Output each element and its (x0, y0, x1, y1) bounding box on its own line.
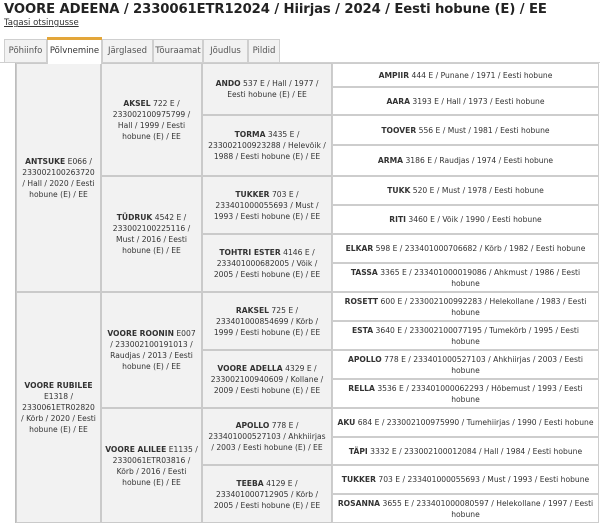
horse-details: 556 E / Must / 1981 / Eesti hobune (418, 125, 550, 135)
horse-details: 520 E / Must / 1978 / Eesti hobune (412, 186, 544, 195)
horse-name: TÄPI (348, 446, 368, 456)
horse-name: VOORE RUBILEE (24, 381, 93, 390)
horse-name: RELLA (348, 383, 375, 393)
pedigree-gen4-cell[interactable] (332, 87, 599, 115)
pedigree-gen3-cell[interactable] (202, 115, 332, 176)
pedigree-gen4-cell[interactable] (332, 115, 599, 145)
horse-name: TASSA (350, 267, 378, 277)
horse-details: 3332 E / 233002100012084 / Hall / 1984 / Eesti hobune (370, 446, 583, 456)
horse-name: ESTA (351, 325, 374, 335)
horse-details: 3435 E / 233002100923288 / Helevõik / 1988 / Eesti hobune (E) / EE (208, 130, 326, 161)
horse-name: ROSANNA (337, 498, 381, 508)
horse-details: 444 E / Punane / 1971 / Eesti hobune (411, 70, 553, 80)
horse-details: 3193 E / Hall / 1973 / Eesti hobune (412, 96, 545, 106)
pedigree-gen4-cell[interactable] (332, 145, 599, 176)
horse-details: 722 E / 233002100975799 / Hall / 1999 / Eesti hobune (E) / EE (112, 98, 191, 141)
pedigree-gen4-cell[interactable] (332, 321, 599, 350)
horse-details: 684 E / 233002100975990 / Tumehiirjas / 1990 / Eesti hobune (357, 418, 594, 427)
horse-name: ROSETT (344, 296, 379, 306)
horse-name: AKSEL (123, 98, 151, 108)
pedigree-gen2-cell[interactable] (101, 408, 202, 523)
back-to-search-link[interactable]: Tagasi otsingusse (4, 18, 79, 28)
tab-touraamat[interactable]: Tõuraamat (153, 39, 203, 62)
pedigree-gen2-cell[interactable] (101, 63, 202, 176)
pedigree-gen4-cell[interactable] (332, 465, 599, 494)
horse-details: 778 E / 233401000527103 / Ahkhiirjas / 2003 / Eesti hobune (384, 354, 584, 375)
pedigree-gen4-cell[interactable] (332, 437, 599, 465)
pedigree-gen4-cell[interactable] (332, 292, 599, 321)
pedigree-gen4-cell[interactable] (332, 263, 599, 292)
pedigree-table (15, 63, 599, 523)
horse-details: 4329 E / 233002100940609 / Kollane / 2009 / Eesti hobune (E) / EE (210, 363, 324, 395)
pedigree-gen2-cell[interactable] (101, 292, 202, 408)
pedigree-gen4-cell[interactable] (332, 379, 599, 408)
pedigree-gen4-cell[interactable] (332, 350, 599, 379)
horse-name: TUKKER (341, 475, 376, 484)
horse-name: ANTSUKE (25, 156, 66, 166)
tab-jarglased[interactable]: Järglased (102, 39, 153, 62)
horse-name: TUKK (387, 186, 411, 195)
horse-details: 778 E / 233401000527103 / Ahkhiirjas / 2003 / Eesti hobune (E) / EE (208, 421, 326, 452)
pedigree-gen4-cell[interactable] (332, 205, 599, 234)
pedigree-gen3-cell[interactable] (202, 176, 332, 234)
horse-details: 4129 E / 233401000712905 / Kõrb / 2005 / Eesti hobune (E) / EE (213, 478, 321, 510)
pedigree-gen4-cell[interactable] (332, 63, 599, 87)
horse-name: APOLLO (347, 354, 382, 364)
horse-name: TEEBA (236, 478, 264, 488)
horse-details: 725 E / 233401000854699 / Kõrb / 1999 / Eesti hobune (E) / EE (213, 305, 321, 337)
horse-details: 3536 E / 233401000062293 / Hõbemust / 1993 / Eesti hobune (377, 383, 583, 404)
pedigree-gen4-cell[interactable] (332, 408, 599, 437)
horse-details: 3640 E / 233002100077195 / Tumekõrb / 1995 / Eesti hobune (375, 325, 580, 346)
tab-pohiinfo[interactable]: Põhiinfo (4, 39, 47, 62)
horse-name: VOORE ALILEE (105, 444, 167, 454)
horse-details: E007 / 233002100191013 / Raudjas / 2013 / Eesti hobune (E) / EE (110, 329, 196, 371)
horse-details: 598 E / 233401000706682 / Kõrb / 1982 / Eesti hobune (375, 244, 586, 253)
horse-name: TÜDRUK (116, 213, 153, 222)
horse-name: TOHTRI ESTER (219, 247, 281, 257)
pedigree-gen3-cell[interactable] (202, 63, 332, 115)
pedigree-dam[interactable] (16, 292, 101, 523)
horse-name: TORMA (234, 130, 266, 139)
tab-polvnemine[interactable]: Põlvnemine (47, 37, 102, 64)
horse-name: ELKAR (345, 244, 374, 253)
horse-name: AMPIIR (378, 70, 410, 80)
horse-name: ANDO (215, 79, 241, 88)
pedigree-gen4-cell[interactable] (332, 234, 599, 263)
tab-pildid[interactable]: Pildid (248, 39, 280, 62)
horse-name: VOORE ADELLA (217, 363, 283, 373)
horse-name: AKU (337, 418, 356, 427)
tab-joudlus[interactable]: Jõudlus (203, 39, 248, 62)
horse-details: 3186 E / Raudjas / 1974 / Eesti hobune (405, 156, 554, 165)
pedigree-sire[interactable] (16, 63, 101, 292)
horse-details: 3365 E / 233401000019086 / Ahkmust / 1986 / Eesti hobune (380, 267, 581, 288)
pedigree-gen4-cell[interactable] (332, 494, 599, 523)
page-title: VOORE ADEENA / 2330061ETR12024 / Hiirjas / 2024 / Eesti hobune (E) / EE (4, 2, 547, 17)
horse-name: AARA (386, 96, 410, 106)
pedigree-gen2-cell[interactable] (101, 176, 202, 292)
pedigree-gen3-cell[interactable] (202, 408, 332, 465)
horse-name: TOOVER (381, 125, 417, 135)
horse-details: 4146 E / 233401000682005 / Võik / 2005 / Eesti hobune (E) / EE (213, 247, 321, 279)
horse-details: 703 E / 233401000055693 / Must / 1993 / Eesti hobune (378, 475, 590, 484)
horse-details: E1318 / 2330061ETR02820 / Kõrb / 2020 / Eesti hobune (E) / EE (21, 392, 96, 434)
horse-name: ARMA (377, 156, 404, 165)
pedigree-gen4-cell[interactable] (332, 176, 599, 205)
horse-name: RAKSEL (235, 305, 269, 315)
horse-details: 537 E / Hall / 1977 / Eesti hobune (E) / EE (227, 79, 319, 99)
horse-name: APOLLO (235, 421, 270, 430)
pedigree-gen3-cell[interactable] (202, 465, 332, 523)
pedigree-gen3-cell[interactable] (202, 234, 332, 292)
horse-details: 3655 E / 233401000080597 / Helekollane / 1997 / Eesti hobune (382, 498, 594, 519)
pedigree-gen3-cell[interactable] (202, 292, 332, 350)
horse-name: TUKKER (235, 189, 270, 199)
pedigree-gen3-cell[interactable] (202, 350, 332, 408)
horse-details: 703 E / 233401000055693 / Must / 1993 / Eesti hobune (E) / EE (213, 189, 321, 221)
horse-details: 3460 E / Võik / 1990 / Eesti hobune (408, 215, 542, 224)
horse-details: 4542 E / 233002100225116 / Must / 2016 / Eesti hobune (E) / EE (112, 213, 191, 255)
horse-name: RITI (389, 215, 406, 224)
tab-bar (0, 37, 600, 63)
horse-details: E1135 / 2330061ETR03816 / Kõrb / 2016 / Eesti hobune (E) / EE (112, 444, 198, 487)
horse-details: 600 E / 233002100992283 / Helekollane / 1983 / Eesti hobune (380, 296, 587, 317)
horse-details: E066 / 233002100263720 / Hall / 2020 / Eesti hobune (E) / EE (22, 156, 95, 199)
horse-name: VOORE ROONIN (107, 329, 174, 338)
